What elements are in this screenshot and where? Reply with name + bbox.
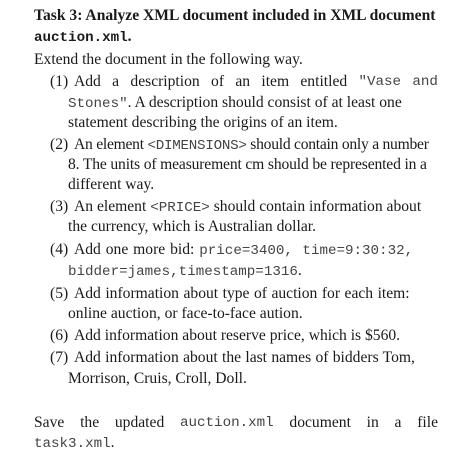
- item-3-line-1: [74, 197, 421, 218]
- item-number: (2): [50, 136, 69, 153]
- footer-file-mono: auction.xml: [180, 415, 274, 431]
- item-1-line-3-text: statement describing the origins of an item.: [68, 114, 338, 131]
- text: An element: [74, 198, 151, 215]
- item-5-number: [50, 284, 68, 304]
- save-instruction-line-2: [34, 433, 115, 454]
- item-number: (7): [50, 349, 69, 366]
- item-4-line-2: [68, 261, 302, 282]
- item-number: (6): [50, 327, 69, 344]
- task-file-name: auction.xml: [34, 30, 128, 46]
- task-title-file: [34, 27, 132, 48]
- bid-mono-text: price=3400, time=9:30:32,: [199, 243, 414, 259]
- task-file-suffix: .: [127, 28, 132, 45]
- text: .: [297, 262, 302, 279]
- item-4-line-1: [74, 240, 413, 261]
- text: An element: [74, 136, 148, 153]
- item-2-line-3: [68, 175, 154, 195]
- intro-sentence: Extend the document in the following way.: [34, 51, 303, 68]
- item-7-line-2: [68, 369, 247, 389]
- item-5-line-2: [68, 304, 303, 324]
- vase-mono-text: "Vase: [358, 74, 402, 90]
- item-7-line-1: [74, 348, 415, 368]
- item-2-number: [50, 135, 68, 155]
- item-2-line-2-text: 8. The units of measurement cm should be represented in a: [68, 156, 427, 173]
- item-6-line-1: [74, 326, 400, 346]
- item-number: (5): [50, 285, 69, 302]
- item-7-number: [50, 348, 68, 368]
- item-5-line-1-text: Add information about type of auction for each item:: [74, 285, 410, 302]
- task-title: [34, 6, 435, 26]
- task-title-text: Task 3: Analyze XML document included in XML document: [34, 7, 436, 24]
- item-1-line-2-text: . A description should consist of at least one: [127, 94, 402, 111]
- item-7-line-2-text: Morrison, Cruis, Croll, Doll.: [68, 370, 247, 387]
- item-2-line-1: [74, 135, 429, 156]
- text: should contain information about: [209, 198, 422, 215]
- save-instruction-line-1: Save the updated auction.xml document in a file: [34, 414, 438, 431]
- item-1-number: [50, 72, 68, 92]
- item-1-line-2: [68, 93, 438, 114]
- item-4-number: [50, 240, 68, 260]
- item-6-line-1-text: Add information about reserve price, which is $560.: [74, 327, 401, 344]
- item-5-line-2-text: online auction, or face-to-face aution.: [68, 305, 303, 322]
- item-3-line-2-text: the currency, which is Australian dollar.: [68, 218, 316, 235]
- item-5-line-1: [74, 284, 410, 304]
- text: should contain only a number: [246, 136, 429, 153]
- text: Add one more bid:: [74, 241, 200, 258]
- item-1-line-3: [68, 113, 338, 133]
- intro-text: [34, 50, 303, 70]
- text: .: [110, 434, 115, 451]
- output-file-mono: task3.xml: [34, 436, 111, 452]
- item-2-line-2: [68, 155, 427, 175]
- item-6-number: [50, 326, 68, 346]
- item-2-line-3-text: different way.: [68, 176, 155, 193]
- item-1-line-1: Add a description of an item entitled "Vase and: [74, 73, 438, 90]
- stones-mono-text: Stones": [68, 96, 128, 112]
- item-7-line-1-text: Add information about the last names of bidders Tom,: [74, 349, 415, 366]
- and-mono-text: and: [412, 74, 438, 90]
- bidder-mono-text: bidder=james,timestamp=1316: [68, 264, 298, 280]
- item-number: (1): [50, 73, 69, 90]
- item-3-number: [50, 197, 68, 217]
- item-3-line-2: [68, 217, 316, 237]
- dimensions-mono-text: <DIMENSIONS>: [147, 138, 247, 154]
- price-mono-text: <PRICE>: [150, 200, 210, 216]
- item-number: (4): [50, 241, 69, 258]
- item-number: (3): [50, 198, 69, 215]
